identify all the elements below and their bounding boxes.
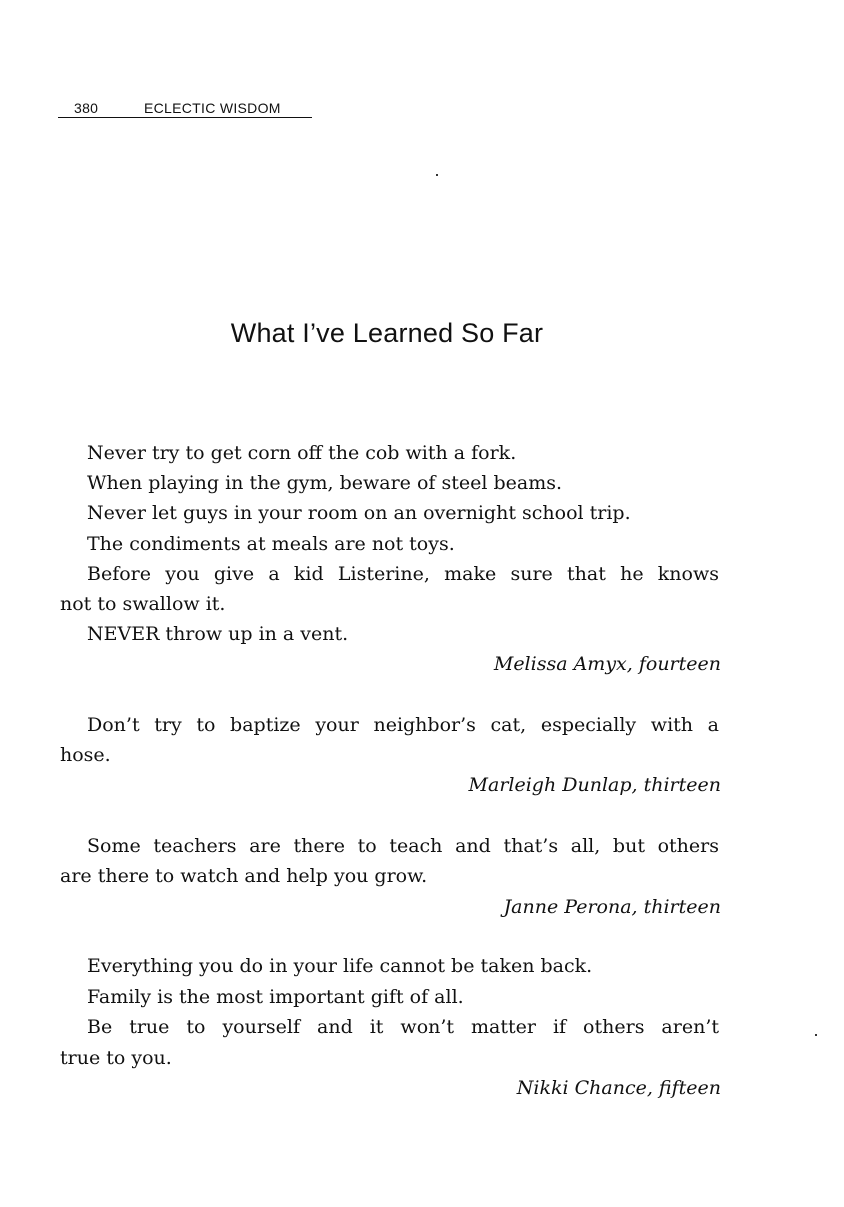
entry-line: Everything you do in your life cannot be taken back. bbox=[87, 955, 593, 977]
entry-line: true to you. bbox=[60, 1047, 172, 1069]
running-title: ECLECTIC WISDOM bbox=[144, 100, 281, 116]
entry-line: NEVER throw up in a vent. bbox=[87, 623, 349, 645]
entry-line: not to swallow it. bbox=[60, 593, 226, 615]
entry-line: When playing in the gym, beware of steel beams. bbox=[87, 472, 563, 494]
entry-line: Don’t try to baptize your neighbor’s cat, especially with a bbox=[87, 714, 719, 736]
entry-author: Nikki Chance, fifteen bbox=[516, 1077, 721, 1099]
page-number: 380 bbox=[74, 100, 99, 116]
entry-line: are there to watch and help you grow. bbox=[60, 865, 428, 887]
page-title: What I’ve Learned So Far bbox=[230, 318, 544, 348]
print-speck bbox=[815, 1034, 817, 1036]
entry-line: Never let guys in your room on an overnight school trip. bbox=[87, 502, 631, 524]
print-speck bbox=[436, 174, 438, 176]
entry-line: hose. bbox=[60, 744, 111, 766]
entry-author: Janne Perona, thirteen bbox=[503, 896, 721, 918]
entry-line: Never try to get corn off the cob with a fork. bbox=[87, 442, 517, 464]
entry-line: Family is the most important gift of all. bbox=[87, 986, 464, 1008]
entry-line: Before you give a kid Listerine, make sure that he knows bbox=[87, 563, 719, 585]
entry-author: Marleigh Dunlap, thirteen bbox=[468, 774, 721, 796]
entry-line: Some teachers are there to teach and that’s all, but others bbox=[87, 835, 719, 857]
running-header bbox=[58, 100, 312, 118]
entry-line: Be true to yourself and it won’t matter if others aren’t bbox=[87, 1016, 719, 1038]
entry-line: The condiments at meals are not toys. bbox=[87, 533, 455, 555]
entry-author: Melissa Amyx, fourteen bbox=[493, 653, 721, 675]
